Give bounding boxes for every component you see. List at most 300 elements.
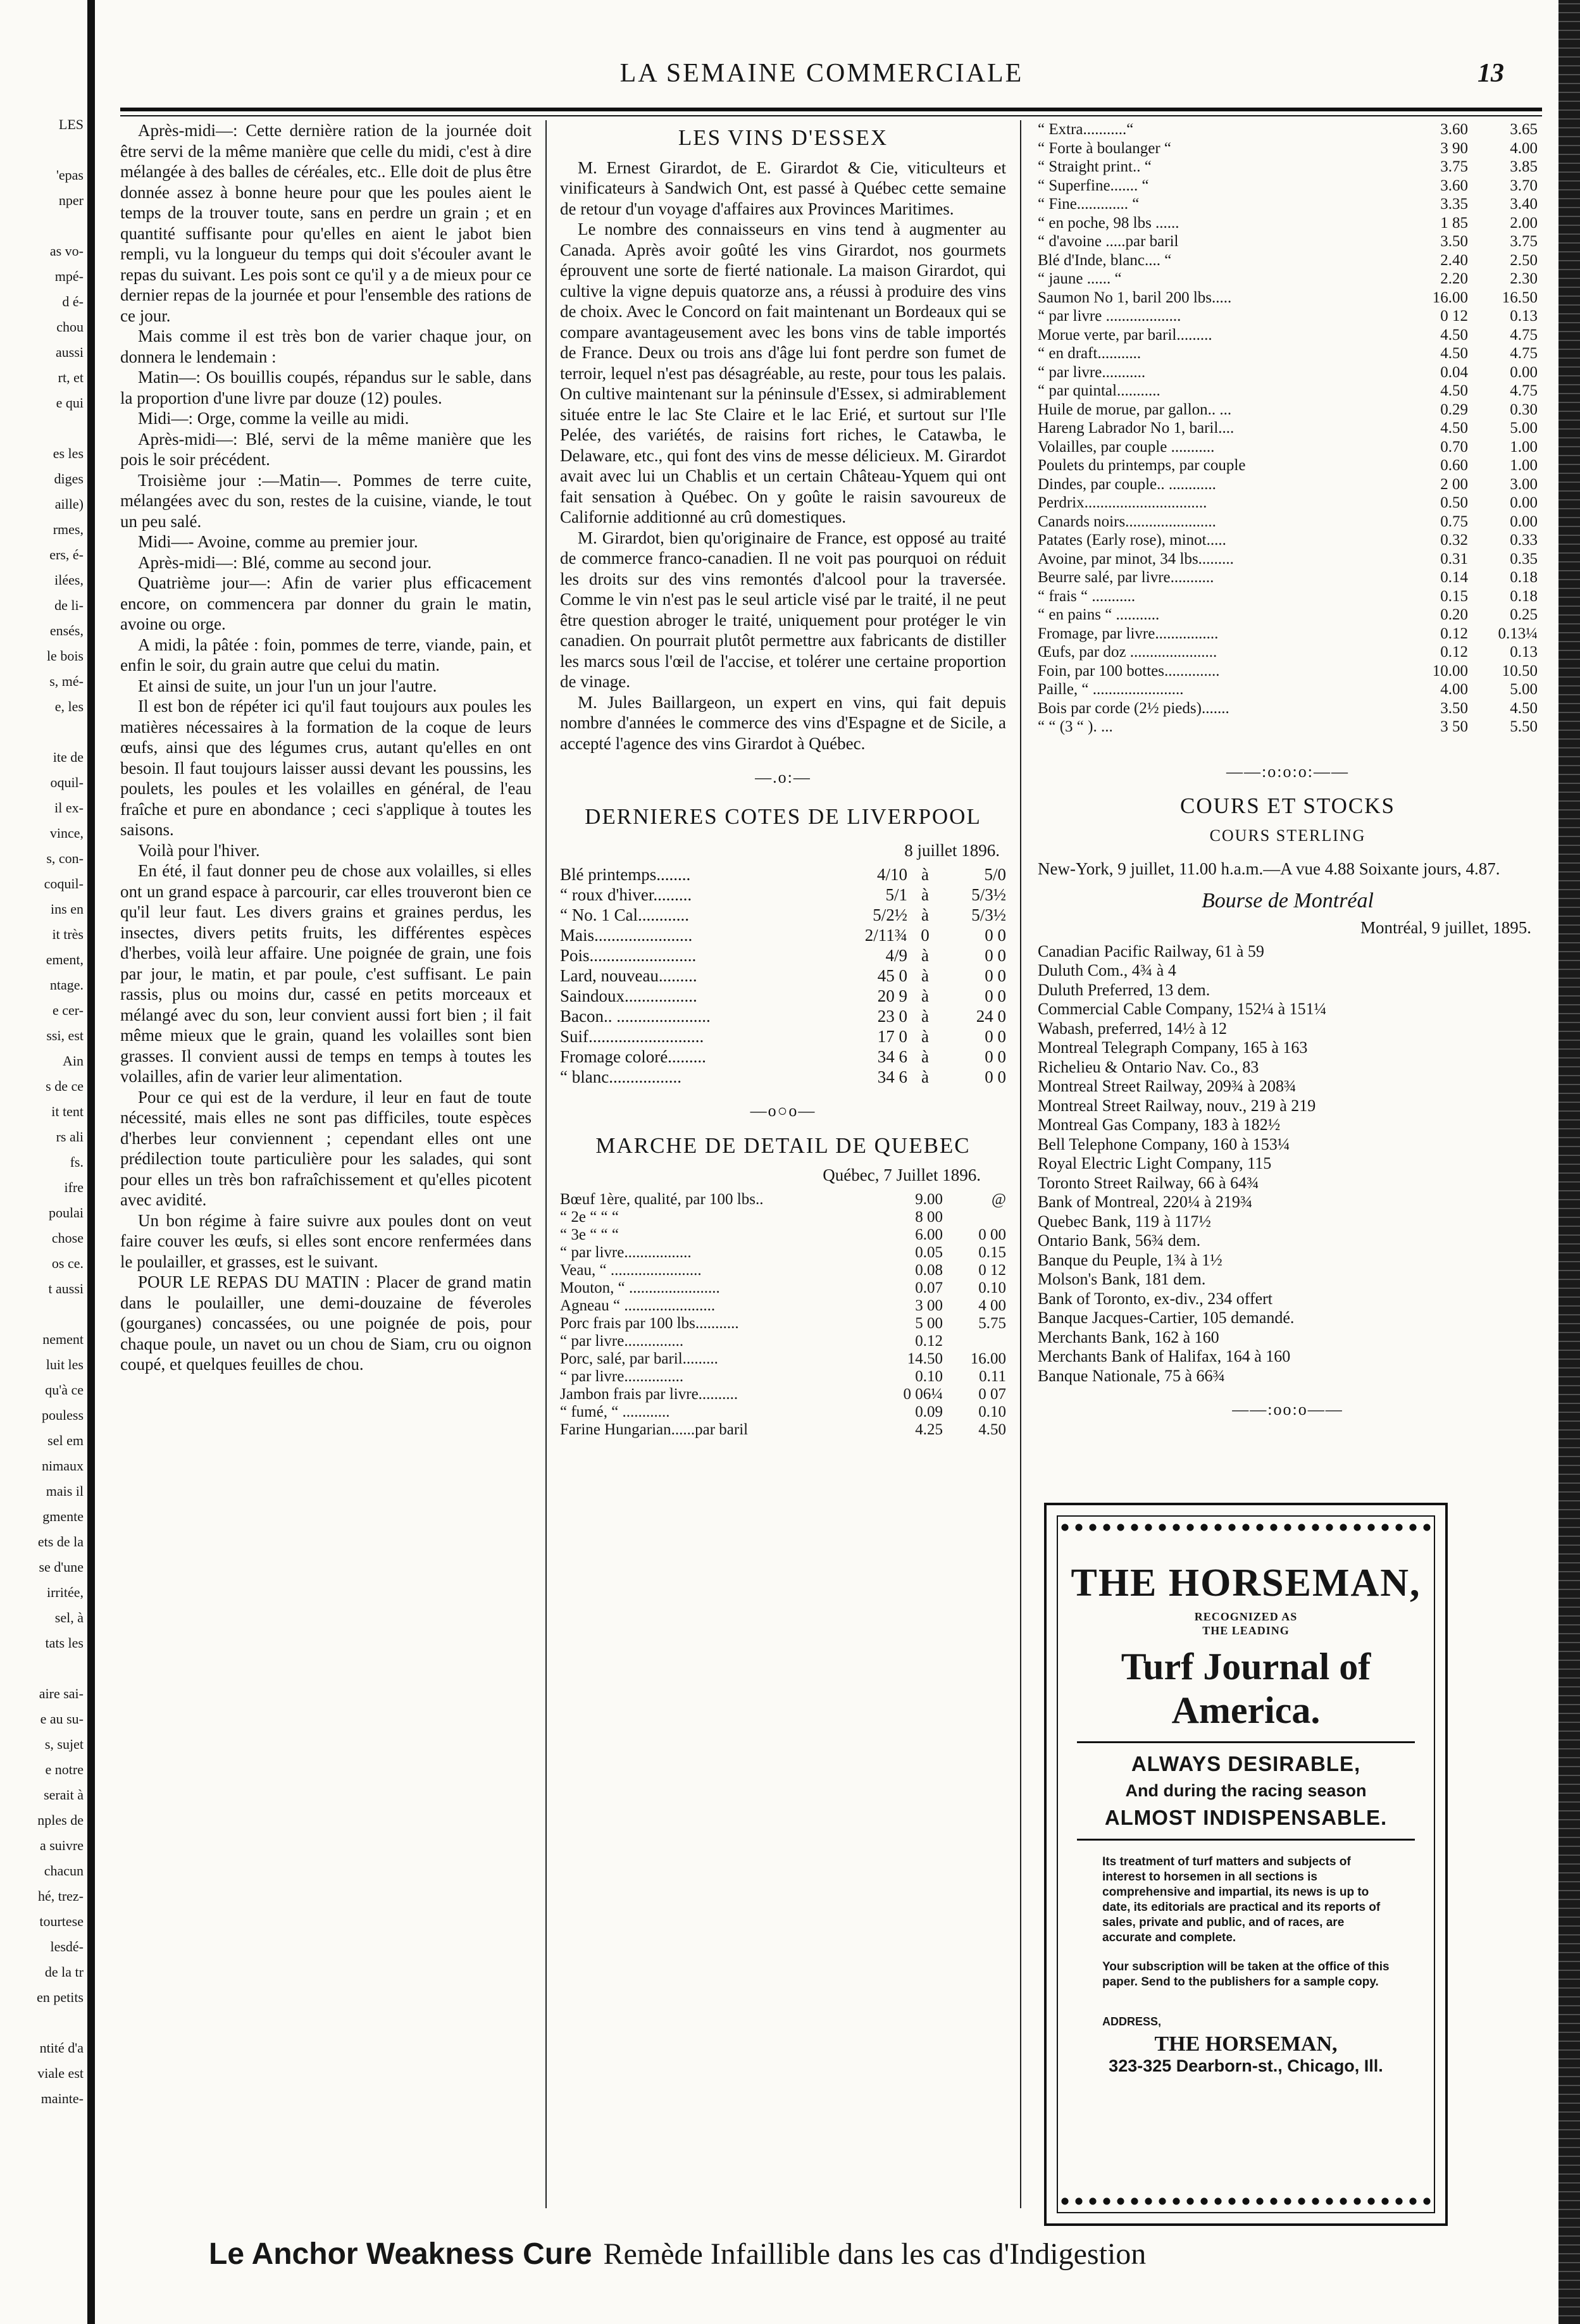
row-value-high: 3.00 <box>1510 475 1538 493</box>
stock-quote: Quebec Bank, 119 à 117½ <box>1038 1212 1211 1231</box>
edge-fragment: d é- <box>62 294 84 309</box>
table-row <box>560 1403 1006 1421</box>
row-value-high: 5.00 <box>1510 419 1538 437</box>
edge-fragment: rmes, <box>53 521 84 537</box>
stock-quote: Merchants Bank of Halifax, 164 à 160 <box>1038 1347 1291 1365</box>
row-label: Morue verte, par baril......... <box>1038 326 1212 344</box>
edge-fragment: nper <box>58 192 84 208</box>
row-value-low: 0.07 <box>915 1279 943 1296</box>
stock-quote: Montreal Gas Company, 183 à 182½ <box>1038 1115 1281 1134</box>
row-label: “ “ (3 “ ). ... <box>1038 718 1113 735</box>
table-row <box>1038 177 1538 196</box>
table-row <box>560 1368 1006 1386</box>
stock-quote: Bell Telephone Company, 160 à 153¼ <box>1038 1134 1290 1153</box>
stock-quote: Bank of Montreal, 220¼ à 219¾ <box>1038 1193 1253 1211</box>
row-value-low: 8 00 <box>915 1208 943 1226</box>
edge-fragment: e, les <box>54 699 84 714</box>
table-row <box>1038 158 1538 177</box>
row-value-high: 4.75 <box>1510 382 1538 399</box>
row-value-high: 1.00 <box>1510 457 1538 474</box>
edge-fragment: ers, é- <box>49 547 84 562</box>
table-row <box>560 1006 1006 1026</box>
row-label: Avoine, par minot, 34 lbs......... <box>1038 550 1234 568</box>
row-value-high: 2.00 <box>1510 214 1538 232</box>
article-paragraph: Troisième jour :—Matin—. Pommes de terre cuite, mélangées avec du son, restes de la cuisine, viande, le tout un peu salé. <box>120 470 532 531</box>
edge-fragment: aille) <box>54 496 84 512</box>
row-value-high: 5.75 <box>978 1314 1006 1332</box>
row-value-high: 0.35 <box>1510 550 1538 568</box>
article-paragraph: Mais comme il est très bon de varier chaque jour, on donnera le lendemain : <box>120 326 532 366</box>
liverpool-date: 8 juillet 1896. <box>904 840 1000 860</box>
row-connector: à <box>921 865 929 884</box>
row-value-high: 0 0 <box>985 986 1006 1005</box>
row-label: Fromage, par livre................ <box>1038 624 1219 642</box>
article-paragraph: Après-midi—: Cette dernière ration de la journée doit être servi de la même manière que celle du midi, c'est à dire mélangée à des balles de céréales, etc.. Elle doit de plus être donnée assez à bonne heure pour que les poules aient le temps de la trouver toute, sans en perdre un grain ; et en quantité suffisante pour qu'elles en aient le jabot bien rempli, vu la longueur du temps qui doit s'écouler avant le repas du suivant. Les pois sont ce qu'il y a de mieux pour ce dernier repas de la journée et pour l'ensemble des rations de ce jour. <box>120 121 532 325</box>
separator: ——:oo:o—— <box>1232 1400 1343 1419</box>
table-row <box>1038 214 1538 233</box>
row-value-low: 3.50 <box>1440 233 1468 250</box>
row-value-low: 4.00 <box>1440 681 1468 698</box>
row-value-low: 17 0 <box>877 1027 907 1046</box>
row-label: Saumon No 1, baril 200 lbs..... <box>1038 289 1232 306</box>
row-label: Veau, “ ....................... <box>560 1261 702 1279</box>
edge-fragment: tourtese <box>39 1913 84 1929</box>
column-rule-2 <box>1020 120 1021 2208</box>
row-value-low: 0.29 <box>1440 401 1468 418</box>
table-row <box>1038 568 1538 587</box>
edge-fragment: oquil- <box>50 774 84 790</box>
row-label: Mais....................... <box>560 926 693 945</box>
edge-fragment: ite de <box>53 749 84 765</box>
row-connector: à <box>921 986 929 1005</box>
table-row <box>560 945 1006 966</box>
row-value-high: 16.00 <box>970 1350 1006 1367</box>
row-value-high: 0.13¼ <box>1498 624 1538 642</box>
row-value-low: 4.50 <box>1440 345 1468 362</box>
table-row <box>560 1315 1006 1333</box>
bourse-date: Montréal, 9 juillet, 1895. <box>1360 918 1531 937</box>
edge-fragment: os ce. <box>51 1255 84 1271</box>
article-paragraph: Quatrième jour—: Afin de varier plus efficacement encore, on commencera par donner du grain le matin, avoine ou orge. <box>120 573 532 633</box>
column-poultry-feeding <box>120 120 532 1375</box>
stock-quote: Banque Nationale, 75 à 66¾ <box>1038 1366 1226 1385</box>
ad-address-street: 323-325 Dearborn-st., Chicago, Ill. <box>1109 2056 1383 2075</box>
row-value-high: 0.13 <box>1510 308 1538 325</box>
row-value-low: 0.05 <box>915 1243 943 1261</box>
row-label: “ en draft........... <box>1038 345 1141 362</box>
row-connector: à <box>921 1067 929 1086</box>
edge-fragment: diges <box>54 471 84 487</box>
edge-fragment: nement <box>42 1331 84 1347</box>
table-row <box>1038 662 1538 681</box>
row-value-low: 0 12 <box>1440 308 1468 325</box>
stock-quote: Montreal Street Railway, nouv., 219 à 219 <box>1038 1096 1316 1115</box>
stock-quote: Royal Electric Light Company, 115 <box>1038 1154 1272 1172</box>
row-label: “ d'avoine .....par baril <box>1038 233 1179 250</box>
row-label: Paille, “ ....................... <box>1038 681 1184 698</box>
stock-quote: Bank of Toronto, ex-div., 234 offert <box>1038 1289 1273 1308</box>
article-paragraph: POUR LE REPAS DU MATIN : Placer de grand matin dans le poulailler, une demi-douzaine de féveroles (gourganes) concassées, ou une poignée de pois, pour chaque poule, un navet ou un chou de Siam, cru ou oignon coupé, et quelques feuilles de chou. <box>120 1272 532 1374</box>
row-label: Suif........................... <box>560 1027 704 1046</box>
table-row <box>560 1421 1006 1439</box>
row-value-high: 5/3½ <box>971 885 1006 904</box>
table-row <box>1038 475 1538 494</box>
table-row <box>1038 363 1538 382</box>
row-label: “ par livre............... <box>560 1332 684 1350</box>
footer-left: Le Anchor Weakness Cure <box>209 2237 592 2271</box>
row-value-low: 0.70 <box>1440 438 1468 456</box>
row-value-low: 0.12 <box>1440 643 1468 661</box>
row-value-low: 3.75 <box>1440 158 1468 175</box>
row-value-high: 10.50 <box>1502 662 1538 680</box>
row-value-low: 4.50 <box>1440 326 1468 344</box>
separator: —o○o— <box>750 1102 816 1120</box>
row-value-low: 0.08 <box>915 1261 943 1279</box>
row-value-low: 0.12 <box>915 1332 943 1350</box>
stock-quote: Duluth Com., 4¾ à 4 <box>1038 961 1176 979</box>
retail-prices-table <box>1038 120 1538 736</box>
row-value-high: 0 00 <box>978 1226 1006 1243</box>
row-label: “ en pains “ ........... <box>1038 606 1160 623</box>
row-value-high: 4 00 <box>978 1296 1006 1314</box>
row-label: Beurre salé, par livre........... <box>1038 569 1214 586</box>
stock-quote: Richelieu & Ontario Nav. Co., 83 <box>1038 1057 1259 1076</box>
edge-fragment: chou <box>56 319 84 335</box>
table-row <box>560 1209 1006 1226</box>
stock-quote: Toronto Street Railway, 66 à 64¾ <box>1038 1173 1259 1192</box>
row-label: “ en poche, 98 lbs ...... <box>1038 214 1179 232</box>
edge-fragment: vince, <box>49 825 84 841</box>
ad-border-dots <box>1058 2196 1434 2207</box>
row-label: Agneau “ ....................... <box>560 1296 716 1314</box>
row-value-low: 34 6 <box>877 1067 907 1086</box>
row-value-low: 6.00 <box>915 1226 943 1243</box>
masthead <box>120 58 1523 96</box>
row-label: “ roux d'hiver......... <box>560 885 692 904</box>
edge-fragment: Ain <box>63 1053 84 1069</box>
table-row <box>1038 643 1538 662</box>
row-label: Blé printemps........ <box>560 865 691 884</box>
row-value-low: 3 00 <box>915 1296 943 1314</box>
row-value-low: 2.40 <box>1440 251 1468 269</box>
stock-quote: Banque du Peuple, 1¾ à 1½ <box>1038 1250 1222 1269</box>
row-label: “ par livre............... <box>560 1367 684 1385</box>
edge-fragment: serait à <box>44 1787 84 1803</box>
table-row <box>560 864 1006 885</box>
edge-fragment: s, mé- <box>49 673 84 689</box>
edge-fragment: hé, trez- <box>37 1888 84 1904</box>
table-row <box>1038 139 1538 158</box>
edge-fragment: ntité d'a <box>39 2040 84 2056</box>
row-label: “ Straight print.. “ <box>1038 158 1152 175</box>
table-row <box>1038 401 1538 419</box>
row-value-high: 0.18 <box>1510 569 1538 586</box>
table-row <box>560 1386 1006 1403</box>
row-value-high: 0.33 <box>1510 531 1538 549</box>
row-value-high <box>943 1209 1006 1226</box>
row-connector: 0 <box>921 926 930 945</box>
table-row <box>1038 232 1538 251</box>
article-paragraph: Midi—- Avoine, comme au premier jour. <box>138 532 418 551</box>
article-paragraph: Après-midi—: Blé, comme au second jour. <box>138 552 432 572</box>
row-value-low: 20 9 <box>877 986 907 1005</box>
row-label: “ par livre........... <box>1038 363 1146 381</box>
stock-quote: Duluth Preferred, 13 dem. <box>1038 980 1210 999</box>
table-row <box>1038 344 1538 363</box>
row-value-low: 3.60 <box>1440 121 1468 138</box>
stock-quote: Molson's Bank, 181 dem. <box>1038 1270 1206 1288</box>
row-value-low: 3.35 <box>1440 196 1468 213</box>
article-paragraph: Un bon régime à faire suivre aux poules dont on veut faire couver les œufs, si elles sont encore renfermées dans le poulailler, et grasses, est le suivant. <box>120 1210 532 1271</box>
row-value-high: 0.15 <box>978 1243 1006 1261</box>
edge-fragment: e cer- <box>52 1002 84 1018</box>
row-value-low: 34 6 <box>877 1047 907 1066</box>
column-rule-1 <box>545 120 547 2208</box>
row-value-low: 4.50 <box>1440 382 1468 399</box>
row-value-low: 0.04 <box>1440 363 1468 381</box>
row-label: Perdrix............................... <box>1038 494 1207 511</box>
row-label: Bacon.. ...................... <box>560 1007 711 1026</box>
table-row <box>1038 419 1538 438</box>
edge-fragment: se d'une <box>39 1559 84 1575</box>
row-value-low: 3.60 <box>1440 177 1468 194</box>
row-connector: à <box>921 1027 929 1046</box>
table-row <box>560 1244 1006 1262</box>
article-paragraph: M. Ernest Girardot, de E. Girardot & Cie, viticulteurs et vinificateurs à Sandwich Ont, est passé à Québec cette semaine de retour d'un voyage d'affaires aux Provinces Maritimes. <box>560 158 1006 218</box>
row-value-low: 16.00 <box>1432 289 1468 306</box>
table-row <box>560 1191 1006 1209</box>
table-row <box>1038 195 1538 214</box>
row-value-low: 4.50 <box>1440 419 1468 437</box>
row-connector: à <box>921 1007 929 1026</box>
row-label: Bœuf 1ère, qualité, par 100 lbs.. <box>560 1190 764 1208</box>
sterling-quote: New-York, 9 juillet, 11.00 h.a.m.—A vue 4.88 Soixante jours, 4.87. <box>1038 859 1500 878</box>
row-value-high: 5/0 <box>984 865 1006 884</box>
table-row <box>560 1047 1006 1067</box>
row-label: Volailles, par couple ........... <box>1038 438 1215 456</box>
stock-quote: Merchants Bank, 162 à 160 <box>1038 1327 1219 1346</box>
edge-fragment: ets de la <box>37 1534 84 1550</box>
row-value-low: 0.14 <box>1440 569 1468 586</box>
row-label: “ blanc................. <box>560 1067 681 1086</box>
row-value-low: 0.60 <box>1440 457 1468 474</box>
row-value-low: 0.20 <box>1440 606 1468 623</box>
ad-title: THE HORSEMAN, <box>1071 1562 1421 1605</box>
row-value-low: 0.10 <box>915 1367 943 1385</box>
row-label: “ par quintal........... <box>1038 382 1160 399</box>
edge-fragment: s, sujet <box>44 1736 84 1752</box>
row-value-high: 0 0 <box>985 1067 1006 1086</box>
row-label: “ Extra...........“ <box>1038 121 1134 138</box>
table-row <box>1038 624 1538 643</box>
row-label: “ 3e “ “ “ <box>560 1226 619 1243</box>
table-row <box>1038 513 1538 531</box>
row-value-high: 0.00 <box>1510 363 1538 381</box>
stock-quote: Canadian Pacific Railway, 61 à 59 <box>1038 941 1264 960</box>
edge-fragment: en petits <box>37 1989 84 2005</box>
table-row <box>1038 531 1538 550</box>
row-value-low: 4/10 <box>876 865 907 884</box>
row-label: Blé d'Inde, blanc.... “ <box>1038 251 1172 269</box>
row-value-high: 0 0 <box>985 946 1006 965</box>
quebec-prices-table <box>560 1191 1006 1439</box>
ad-journal: Turf Journal of America. <box>1121 1646 1371 1731</box>
row-value-high: 0 0 <box>985 1027 1006 1046</box>
column-prices-stocks <box>1038 120 1538 1434</box>
separator: ——:o:o:o:—— <box>1226 762 1349 781</box>
row-label: Fromage coloré......... <box>560 1047 706 1066</box>
row-label: “ frais “ ........... <box>1038 587 1136 605</box>
row-label: Porc, salé, par baril......... <box>560 1350 718 1367</box>
edge-fragment: ssi, est <box>46 1028 84 1043</box>
masthead-title: LA SEMAINE COMMERCIALE <box>619 59 1024 88</box>
row-value-high: 0 0 <box>985 926 1006 945</box>
row-label: Hareng Labrador No 1, baril.... <box>1038 419 1235 437</box>
edge-fragment: e notre <box>45 1762 84 1777</box>
row-value-low: 14.50 <box>907 1350 943 1367</box>
edge-fragment: viale est <box>37 2065 84 2081</box>
edge-fragment: sel em <box>47 1432 84 1448</box>
article-paragraph: Il est bon de répéter ici qu'il faut toujours aux poules les matières nécessaires à la formation de la coque de leurs œufs, ainsi que des légumes crus, autant qu'elles en ont besoin. Il faut toujours laisser aussi devant les poussins, les poulets, les poules et les volailles en général, de l'eau fraîche et pure en abondance ; ceci s'applique à toutes les saisons. <box>120 697 532 839</box>
row-label: “ Fine............. “ <box>1038 196 1140 213</box>
row-value-low: 0.32 <box>1440 531 1468 549</box>
table-row <box>1038 307 1538 326</box>
table-row <box>560 1297 1006 1315</box>
table-row <box>1038 289 1538 308</box>
row-label: Dindes, par couple.. ............ <box>1038 475 1216 493</box>
masthead-rule <box>120 108 1542 111</box>
edge-fragment: de la tr <box>44 1964 84 1980</box>
row-value-high: 4.00 <box>1510 139 1538 157</box>
row-value-high: 4.50 <box>978 1420 1006 1438</box>
row-value-low: 5 00 <box>915 1314 943 1332</box>
row-value-high: 1.00 <box>1510 438 1538 456</box>
ad-during: And during the racing season <box>1125 1781 1367 1800</box>
row-value-high: 0.10 <box>978 1403 1006 1420</box>
edge-fragment: lesdé- <box>50 1939 84 1954</box>
edge-fragment: aire sai- <box>39 1686 84 1701</box>
liverpool-prices-table <box>560 864 1006 1087</box>
row-value-low: 4.25 <box>915 1420 943 1438</box>
row-value-low: 2.20 <box>1440 270 1468 287</box>
row-connector: à <box>921 1047 929 1066</box>
row-label: “ par livre ................... <box>1038 308 1181 325</box>
article-paragraph: Après-midi—: Blé, servi de la même manière que les pois le soir précédent. <box>120 429 532 469</box>
article-paragraph: A midi, la pâtée : foin, pommes de terre, viande, pain, et enfin le soir, du grain autre que celui du matin. <box>120 635 532 674</box>
stock-quote: Wabash, preferred, 14½ à 12 <box>1038 1019 1227 1038</box>
edge-fragment: as vo- <box>49 243 84 259</box>
row-value-high: 0.10 <box>978 1279 1006 1296</box>
row-connector: à <box>921 966 929 985</box>
article-paragraph: Pour ce qui est de la verdure, il leur en faut de toute nécessité, mais elles ne sont pas difficiles, toute espèces d'herbes leur conviennent ; cependant elles ont une prédilection toute particulière pour les salades, qui sont pour elles un très bon rafraîchissement et qu'elles picotent avec avidité. <box>120 1087 532 1209</box>
row-value-low: 4/9 <box>885 946 907 965</box>
row-value-high: 5.50 <box>1510 718 1538 735</box>
row-value-low: 3 90 <box>1440 139 1468 157</box>
row-value-low: 5/2½ <box>873 905 907 924</box>
edge-fragment: il ex- <box>54 800 84 816</box>
page-number: 13 <box>1477 59 1504 88</box>
row-label: “ par livre................. <box>560 1243 692 1261</box>
stock-quote: Banque Jacques-Cartier, 105 demandé. <box>1038 1308 1295 1327</box>
row-value-high: 0 0 <box>985 1047 1006 1066</box>
row-value-low: 23 0 <box>877 1007 907 1026</box>
row-label: Mouton, “ ....................... <box>560 1279 720 1296</box>
edge-fragment: it tent <box>51 1103 84 1119</box>
article-paragraph: M. Jules Baillargeon, un expert en vins, qui fait depuis nombre d'années le commerce des vins d'Espagne et de Sicile, a accepté l'agence des vins Girardot à Québec. <box>560 692 1006 753</box>
article-paragraph: Et ainsi de suite, un jour l'un un jour l'autre. <box>138 676 437 695</box>
table-row <box>1038 718 1538 736</box>
edge-fragment: rt, et <box>58 370 84 385</box>
row-value-high: 3.85 <box>1510 158 1538 175</box>
row-value-low: 2/11¾ <box>864 926 907 945</box>
stock-quotes <box>1038 942 1538 1386</box>
table-row <box>560 905 1006 925</box>
table-row <box>560 1026 1006 1047</box>
row-label: Œufs, par doz ...................... <box>1038 643 1217 661</box>
edge-fragment: t aussi <box>48 1281 84 1296</box>
table-row <box>1038 587 1538 606</box>
quebec-market-date: Québec, 7 Juillet 1896. <box>823 1165 981 1184</box>
footer-right: Remède Infaillible dans les cas d'Indigestion <box>603 2237 1147 2271</box>
liverpool-heading: DERNIERES COTES DE LIVERPOOL <box>585 804 981 829</box>
edge-fragment: it très <box>52 926 84 942</box>
edge-fragment: 'epas <box>56 167 84 183</box>
row-value-low: 2 00 <box>1440 475 1468 493</box>
separator: —.o:— <box>755 768 811 786</box>
row-value-low: 3 50 <box>1440 718 1468 735</box>
row-value-high: 0 12 <box>978 1261 1006 1279</box>
row-label: Pois......................... <box>560 946 697 965</box>
bourse-heading: Bourse de Montréal <box>1202 888 1374 912</box>
row-value-low: 9.00 <box>915 1190 943 1208</box>
row-value-high <box>943 1333 1006 1350</box>
ad-border-dots <box>1058 1522 1434 1533</box>
table-row <box>560 1279 1006 1297</box>
edge-fragment: gmente <box>42 1508 84 1524</box>
row-value-low: 0.12 <box>1440 624 1468 642</box>
table-row <box>560 1350 1006 1368</box>
row-value-low: 45 0 <box>877 966 907 985</box>
sterling-heading: COURS STERLING <box>1209 826 1366 845</box>
ad-subscription: Your subscription will be taken at the office of this paper. Send to the publishers for a sample copy. <box>1102 1960 1390 1989</box>
row-label: “ Forte à boulanger “ <box>1038 139 1172 157</box>
article-paragraph: En été, il faut donner peu de chose aux volailles, si elles ont un grand espace à parcourir, car elles trouveront bien ce qu'il leur faut. Les divers grains et graines perdus, les insectes, divers petits fruits, les différentes espèces d'herbes, voilà leur affaire. Une poignée de grain, une fois par jour, le matin, et par poule, c'est suffisant. Le pain rassis, plus ou moins dur, cassé en petits morceaux et mélangé avec du son, leur convient aussi fort bien ; il fait même mieux que le grain, quand les volailles sont bien grasses. Il convient aussi de temps en temps à toutes les volailles, afin de varier leur alimentation. <box>120 861 532 1086</box>
edge-fragment: mais il <box>46 1483 84 1499</box>
article-paragraph: Matin—: Os bouillis coupés, répandus sur le sable, dans la proportion d'une livre par douze (12) poules. <box>120 368 532 407</box>
table-row <box>560 1333 1006 1350</box>
table-row <box>560 966 1006 986</box>
row-value-low: 0.09 <box>915 1403 943 1420</box>
ad-recognized: RECOGNIZED AS THE LEADING <box>1194 1610 1298 1637</box>
stock-quote: Montreal Street Railway, 209¾ à 208¾ <box>1038 1077 1297 1095</box>
edge-fragment: fs. <box>70 1154 84 1170</box>
masthead-rule-thin <box>120 115 1542 116</box>
edge-fragment: nimaux <box>42 1458 84 1474</box>
row-value-low: 5/1 <box>885 885 907 904</box>
left-page-edge <box>0 0 95 2324</box>
row-value-high: 0.18 <box>1510 587 1538 605</box>
row-value-high: 0 0 <box>985 966 1006 985</box>
row-value-low: 3.50 <box>1440 699 1468 717</box>
row-value-high: 24 0 <box>976 1007 1006 1026</box>
row-label: Porc frais par 100 lbs........... <box>560 1314 739 1332</box>
edge-fragment: rs ali <box>56 1129 84 1145</box>
row-value-low: 0 06¼ <box>903 1385 943 1403</box>
edge-fragment: chacun <box>44 1863 84 1879</box>
row-value-low: 10.00 <box>1432 662 1468 680</box>
row-value-high: @ <box>991 1190 1006 1208</box>
row-label: Huile de morue, par gallon.. ... <box>1038 401 1232 418</box>
